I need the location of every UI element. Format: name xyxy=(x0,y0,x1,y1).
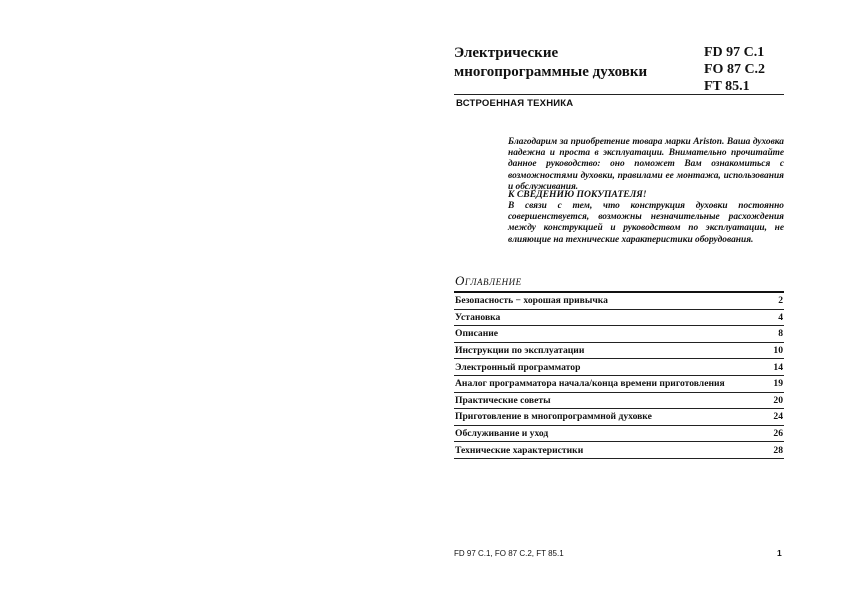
toc-row[interactable] xyxy=(454,393,784,410)
page-number: 1 xyxy=(777,548,782,558)
toc-row[interactable] xyxy=(454,376,784,393)
toc-entry-page: 2 xyxy=(778,295,783,307)
toc-entry-title: Электронный программатор xyxy=(455,361,581,373)
toc-entry-page: 19 xyxy=(773,378,783,390)
toc-heading: Оглавление xyxy=(455,273,522,288)
model-2: FO 87 C.2 xyxy=(704,62,766,77)
toc-entry-page: 28 xyxy=(773,444,783,456)
footer-models: FD 97 C.1, FO 87 C.2, FT 85.1 xyxy=(454,549,564,558)
toc-entry-title: Безопасность − хорошая привычка xyxy=(455,295,608,307)
toc-entry-page: 20 xyxy=(773,394,783,406)
toc-entry-page: 26 xyxy=(773,428,783,440)
notice-title: К СВЕДЕНИЮ ПОКУПАТЕЛЯ! xyxy=(508,189,647,200)
document-title xyxy=(454,44,654,82)
toc-entry-page: 24 xyxy=(773,411,783,423)
toc-row[interactable] xyxy=(454,310,784,327)
intro-paragraph: Благодарим за приобретение товара марки Ariston. Ваша духовка надежна и проста в эксплуатации. Внимательно прочитайте данное руководство: оно поможет Вам ознакомиться с возможностями духовки, правилами ее монтажа, использования и обслуживания. xyxy=(508,137,784,192)
model-list xyxy=(704,44,784,95)
toc-row[interactable] xyxy=(454,426,784,443)
title-line-1: Электрические xyxy=(454,45,559,61)
header-divider xyxy=(454,94,784,95)
toc-row[interactable] xyxy=(454,359,784,376)
toc-entry-page: 4 xyxy=(778,311,783,323)
toc-entry-title: Установка xyxy=(455,311,501,323)
toc-row[interactable] xyxy=(454,409,784,426)
toc-entry-title: Технические характеристики xyxy=(455,444,584,456)
model-1: FD 97 C.1 xyxy=(704,45,765,60)
toc-entry-title: Аналог программатора начала/конца времени приготовления xyxy=(455,378,725,390)
toc-entry-title: Описание xyxy=(455,328,499,340)
section-label: ВСТРОЕННАЯ ТЕХНИКА xyxy=(456,98,574,109)
toc-entry-page: 8 xyxy=(778,328,783,340)
title-line-2: многопрограммные духовки xyxy=(454,64,648,80)
toc-row[interactable] xyxy=(454,343,784,360)
model-3: FT 85.1 xyxy=(704,79,750,94)
toc-entry-title: Обслуживание и уход xyxy=(455,428,549,440)
toc-entry-page: 10 xyxy=(773,345,783,357)
toc-entry-page: 14 xyxy=(773,361,783,373)
toc-row[interactable] xyxy=(454,442,784,459)
toc-row[interactable] xyxy=(454,326,784,343)
toc-row[interactable] xyxy=(454,293,784,310)
table-of-contents xyxy=(454,291,784,459)
toc-entry-title: Приготовление в многопрограммной духовке xyxy=(455,411,652,423)
notice-paragraph: В связи с тем, что конструкция духовки постоянно совершенствуется, возможны незначительные расхождения между конструкцией и руководством по эксплуатации, не влияющие на технические характеристики оборудования. xyxy=(508,201,784,245)
toc-entry-title: Практические советы xyxy=(455,394,551,406)
toc-entry-title: Инструкции по эксплуатации xyxy=(455,345,585,357)
